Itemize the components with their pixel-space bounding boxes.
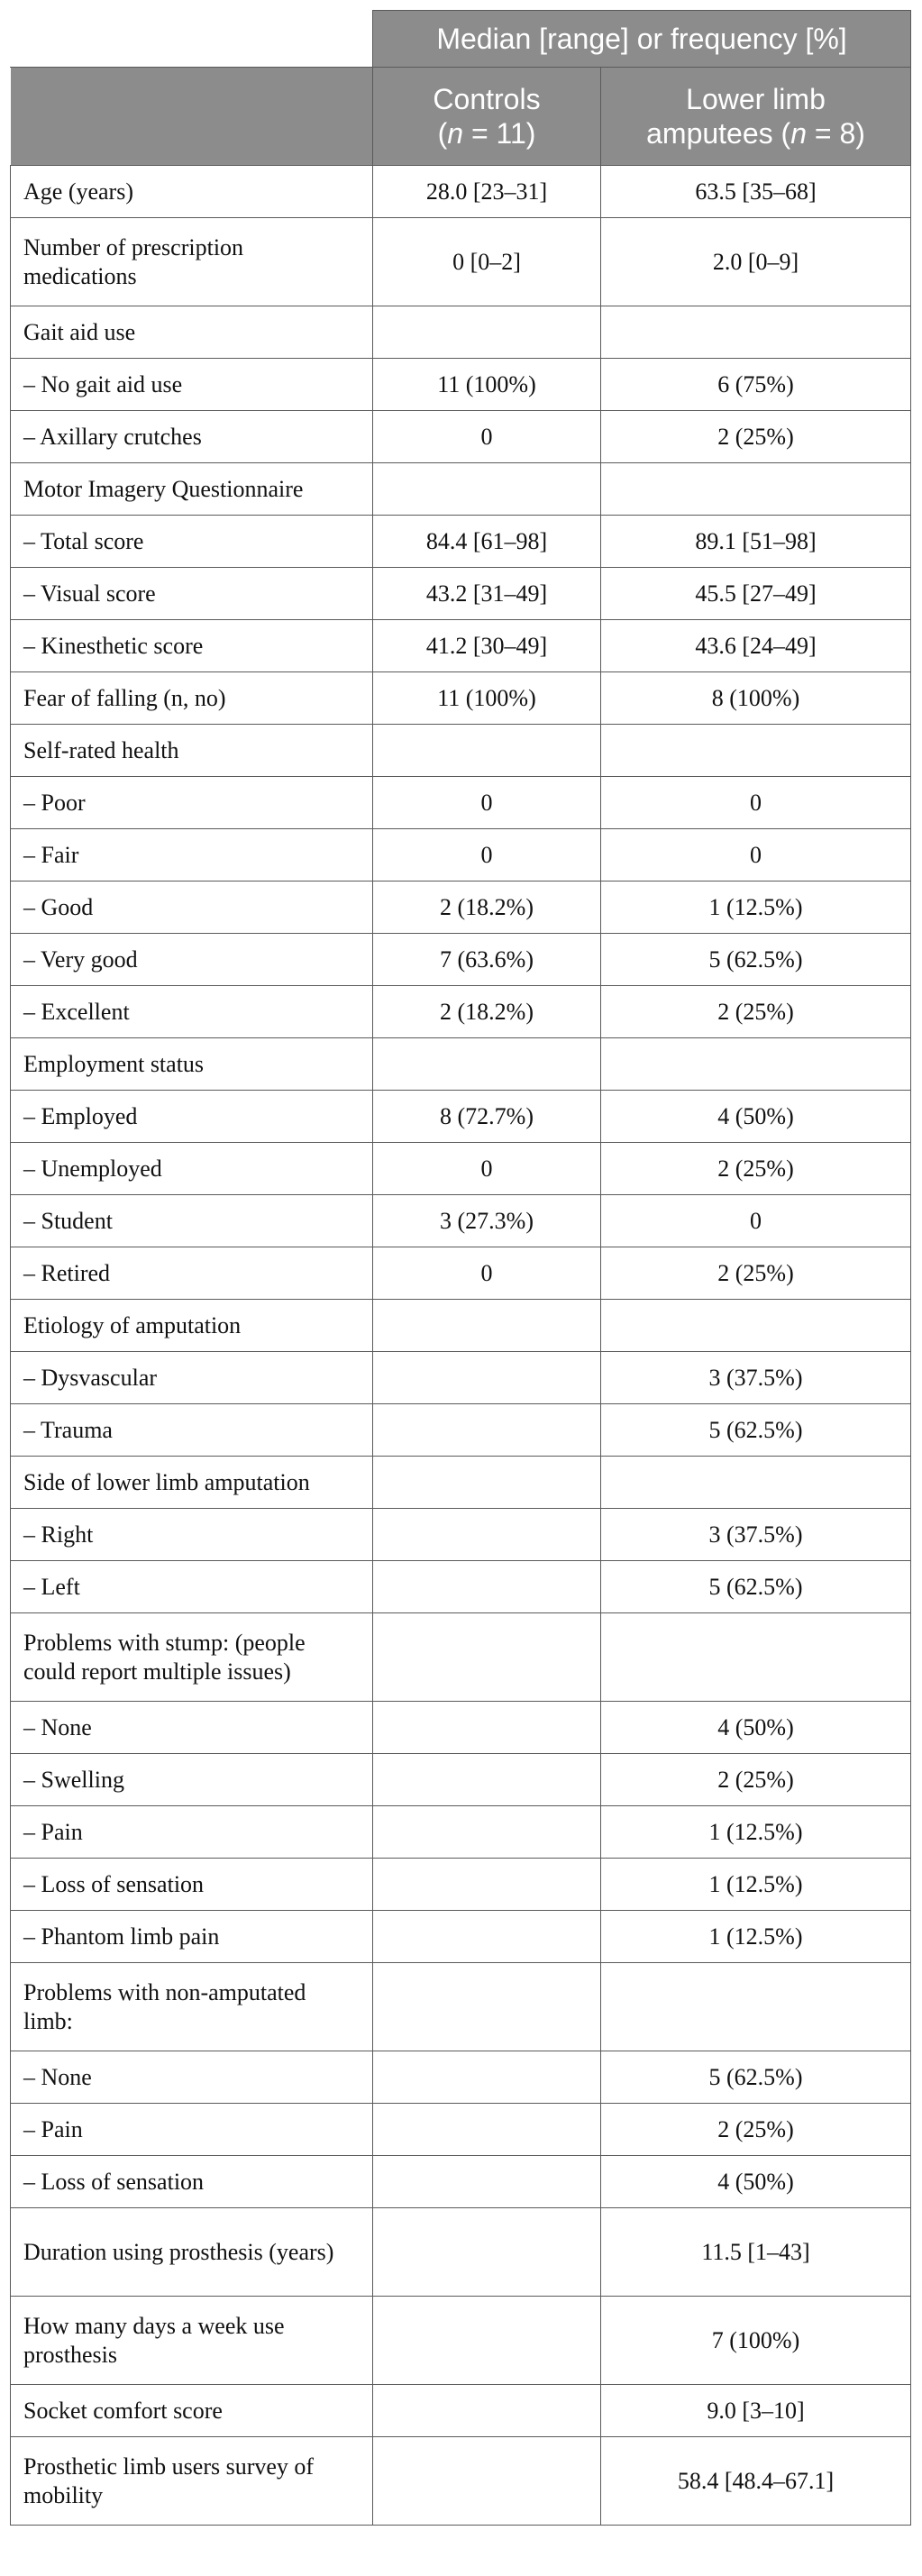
- controls-value: 11 (100%): [373, 359, 601, 411]
- amputees-value: 2 (25%): [601, 986, 911, 1038]
- controls-value: 28.0 [23–31]: [373, 166, 601, 218]
- table-row: [11, 516, 911, 568]
- row-label: – Good: [11, 882, 373, 934]
- table-row: [11, 986, 911, 1038]
- row-label: – Trauma: [11, 1404, 373, 1457]
- amputees-value: 43.6 [24–49]: [601, 620, 911, 672]
- demographics-table: [10, 10, 911, 2526]
- table-row: [11, 777, 911, 829]
- amputees-value: 4 (50%): [601, 2156, 911, 2208]
- amputees-value: [601, 306, 911, 359]
- row-label: – Pain: [11, 2104, 373, 2156]
- row-label: Problems with non-amputated limb:: [11, 1963, 373, 2051]
- row-label: Etiology of amputation: [11, 1300, 373, 1352]
- amputees-value: 0: [601, 777, 911, 829]
- amputees-value: 2 (25%): [601, 1247, 911, 1300]
- table-row: [11, 882, 911, 934]
- table-row: [11, 2385, 911, 2437]
- row-label: – Loss of sensation: [11, 1859, 373, 1911]
- row-label: – Retired: [11, 1247, 373, 1300]
- amputees-value: [601, 725, 911, 777]
- row-label: – Very good: [11, 934, 373, 986]
- table-row: [11, 306, 911, 359]
- header-amputees: [601, 68, 911, 166]
- table-row: [11, 1963, 911, 2051]
- amputees-value: [601, 1038, 911, 1091]
- controls-name: Controls: [433, 83, 541, 115]
- row-label: Prosthetic limb users survey of mobility: [11, 2437, 373, 2526]
- controls-value: [373, 2385, 601, 2437]
- controls-value: 0: [373, 1143, 601, 1195]
- row-label: – Right: [11, 1509, 373, 1561]
- controls-value: 0: [373, 1247, 601, 1300]
- amputees-value: 8 (100%): [601, 672, 911, 725]
- header-group-label: Median [range] or frequency [%]: [373, 11, 911, 68]
- amputees-value: 1 (12.5%): [601, 882, 911, 934]
- row-label: Age (years): [11, 166, 373, 218]
- row-label: – Visual score: [11, 568, 373, 620]
- controls-value: 0 [0–2]: [373, 218, 601, 306]
- row-label: Gait aid use: [11, 306, 373, 359]
- table-row: [11, 2156, 911, 2208]
- table-row: [11, 1754, 911, 1806]
- controls-value: [373, 463, 601, 516]
- row-label: – Kinesthetic score: [11, 620, 373, 672]
- amputees-value: 11.5 [1–43]: [601, 2208, 911, 2297]
- row-label: – Pain: [11, 1806, 373, 1859]
- amputees-value: [601, 1613, 911, 1702]
- amputees-value: 9.0 [3–10]: [601, 2385, 911, 2437]
- row-label: – None: [11, 2051, 373, 2104]
- amputees-value: 3 (37.5%): [601, 1509, 911, 1561]
- controls-value: [373, 1702, 601, 1754]
- controls-value: [373, 1754, 601, 1806]
- controls-value: [373, 1613, 601, 1702]
- table-row: [11, 2208, 911, 2297]
- amputees-value: 4 (50%): [601, 1702, 911, 1754]
- row-label: – Swelling: [11, 1754, 373, 1806]
- row-label: – No gait aid use: [11, 359, 373, 411]
- row-label: – Dysvascular: [11, 1352, 373, 1404]
- n-symbol: n: [447, 117, 464, 150]
- amputees-value: 2 (25%): [601, 411, 911, 463]
- amputees-value: 2 (25%): [601, 1754, 911, 1806]
- amputees-value: 1 (12.5%): [601, 1911, 911, 1963]
- controls-value: [373, 1859, 601, 1911]
- row-label: – Loss of sensation: [11, 2156, 373, 2208]
- table-row: [11, 1859, 911, 1911]
- header-empty-cell: [11, 68, 373, 166]
- table-row: [11, 620, 911, 672]
- controls-value: [373, 1300, 601, 1352]
- amputees-value: 2.0 [0–9]: [601, 218, 911, 306]
- table-row: [11, 1702, 911, 1754]
- table-row: [11, 1404, 911, 1457]
- row-label: Self-rated health: [11, 725, 373, 777]
- table-row: [11, 1911, 911, 1963]
- table-row: [11, 1613, 911, 1702]
- table-row: [11, 568, 911, 620]
- controls-value: 2 (18.2%): [373, 882, 601, 934]
- amputees-name-line1: Lower limb: [686, 83, 826, 115]
- amputees-n: (n = 8): [781, 117, 865, 150]
- controls-value: [373, 1457, 601, 1509]
- amputees-value: 1 (12.5%): [601, 1806, 911, 1859]
- table-row: [11, 359, 911, 411]
- table-row: [11, 166, 911, 218]
- row-label: – None: [11, 1702, 373, 1754]
- amputees-value: [601, 1963, 911, 2051]
- amputees-value: 58.4 [48.4–67.1]: [601, 2437, 911, 2526]
- row-label: – Poor: [11, 777, 373, 829]
- controls-value: [373, 1038, 601, 1091]
- controls-value: 41.2 [30–49]: [373, 620, 601, 672]
- controls-value: [373, 2156, 601, 2208]
- table-row: [11, 672, 911, 725]
- amputees-value: 89.1 [51–98]: [601, 516, 911, 568]
- controls-value: [373, 2297, 601, 2385]
- row-label: – Student: [11, 1195, 373, 1247]
- row-label: Socket comfort score: [11, 2385, 373, 2437]
- row-label: Fear of falling (n, no): [11, 672, 373, 725]
- table-row: [11, 934, 911, 986]
- row-label: – Unemployed: [11, 1143, 373, 1195]
- amputees-value: 0: [601, 829, 911, 882]
- controls-value: [373, 1806, 601, 1859]
- amputees-value: 5 (62.5%): [601, 1404, 911, 1457]
- row-label: – Axillary crutches: [11, 411, 373, 463]
- table-row: [11, 1561, 911, 1613]
- controls-value: 43.2 [31–49]: [373, 568, 601, 620]
- row-label: Motor Imagery Questionnaire: [11, 463, 373, 516]
- table-row: [11, 1300, 911, 1352]
- amputees-value: 0: [601, 1195, 911, 1247]
- row-label: – Employed: [11, 1091, 373, 1143]
- controls-value: 3 (27.3%): [373, 1195, 601, 1247]
- controls-value: 84.4 [61–98]: [373, 516, 601, 568]
- table-row: [11, 2297, 911, 2385]
- table-row: [11, 1806, 911, 1859]
- row-label: – Phantom limb pain: [11, 1911, 373, 1963]
- table-row: [11, 1038, 911, 1091]
- header-controls: [373, 68, 601, 166]
- amputees-value: 6 (75%): [601, 359, 911, 411]
- controls-value: 11 (100%): [373, 672, 601, 725]
- amputees-value: 7 (100%): [601, 2297, 911, 2385]
- table-row: [11, 1091, 911, 1143]
- controls-value: 0: [373, 411, 601, 463]
- amputees-name-line2: amputees: [646, 117, 773, 150]
- n-symbol: n: [790, 117, 807, 150]
- row-label: – Fair: [11, 829, 373, 882]
- header-corner-cell: [11, 11, 373, 68]
- row-label: – Left: [11, 1561, 373, 1613]
- row-label: Side of lower limb amputation: [11, 1457, 373, 1509]
- amputees-value: 5 (62.5%): [601, 2051, 911, 2104]
- controls-value: [373, 1963, 601, 2051]
- amputees-value: 63.5 [35–68]: [601, 166, 911, 218]
- table-row: [11, 1352, 911, 1404]
- row-label: Employment status: [11, 1038, 373, 1091]
- controls-n: (n = 11): [437, 117, 536, 150]
- table-row: [11, 1509, 911, 1561]
- amputees-value: [601, 463, 911, 516]
- controls-value: [373, 725, 601, 777]
- controls-value: [373, 1509, 601, 1561]
- controls-value: [373, 306, 601, 359]
- table-row: [11, 2104, 911, 2156]
- row-label: Number of prescription medications: [11, 218, 373, 306]
- controls-value: [373, 2104, 601, 2156]
- table-row: [11, 1195, 911, 1247]
- controls-value: [373, 1911, 601, 1963]
- table-row: [11, 1143, 911, 1195]
- row-label: Problems with stump: (people could report multiple issues): [11, 1613, 373, 1702]
- table-row: [11, 2051, 911, 2104]
- amputees-value: 5 (62.5%): [601, 1561, 911, 1613]
- table-header: [11, 11, 911, 166]
- row-label: – Total score: [11, 516, 373, 568]
- controls-value: 0: [373, 777, 601, 829]
- controls-value: [373, 2437, 601, 2526]
- controls-value: [373, 1352, 601, 1404]
- amputees-value: 2 (25%): [601, 2104, 911, 2156]
- row-label: – Excellent: [11, 986, 373, 1038]
- controls-value: 0: [373, 829, 601, 882]
- table-row: [11, 218, 911, 306]
- row-label: How many days a week use prosthesis: [11, 2297, 373, 2385]
- controls-value: 8 (72.7%): [373, 1091, 601, 1143]
- amputees-value: 1 (12.5%): [601, 1859, 911, 1911]
- table-body: [11, 166, 911, 2526]
- table-row: [11, 2437, 911, 2526]
- row-label: Duration using prosthesis (years): [11, 2208, 373, 2297]
- controls-value: [373, 2208, 601, 2297]
- amputees-value: [601, 1457, 911, 1509]
- controls-value: [373, 2051, 601, 2104]
- amputees-value: 4 (50%): [601, 1091, 911, 1143]
- amputees-value: [601, 1300, 911, 1352]
- table-row: [11, 1247, 911, 1300]
- table-row: [11, 829, 911, 882]
- amputees-value: 2 (25%): [601, 1143, 911, 1195]
- table-row: [11, 725, 911, 777]
- controls-value: 7 (63.6%): [373, 934, 601, 986]
- amputees-value: 5 (62.5%): [601, 934, 911, 986]
- table-row: [11, 1457, 911, 1509]
- amputees-value: 45.5 [27–49]: [601, 568, 911, 620]
- controls-value: [373, 1561, 601, 1613]
- table-row: [11, 411, 911, 463]
- controls-value: 2 (18.2%): [373, 986, 601, 1038]
- table-row: [11, 463, 911, 516]
- amputees-value: 3 (37.5%): [601, 1352, 911, 1404]
- controls-value: [373, 1404, 601, 1457]
